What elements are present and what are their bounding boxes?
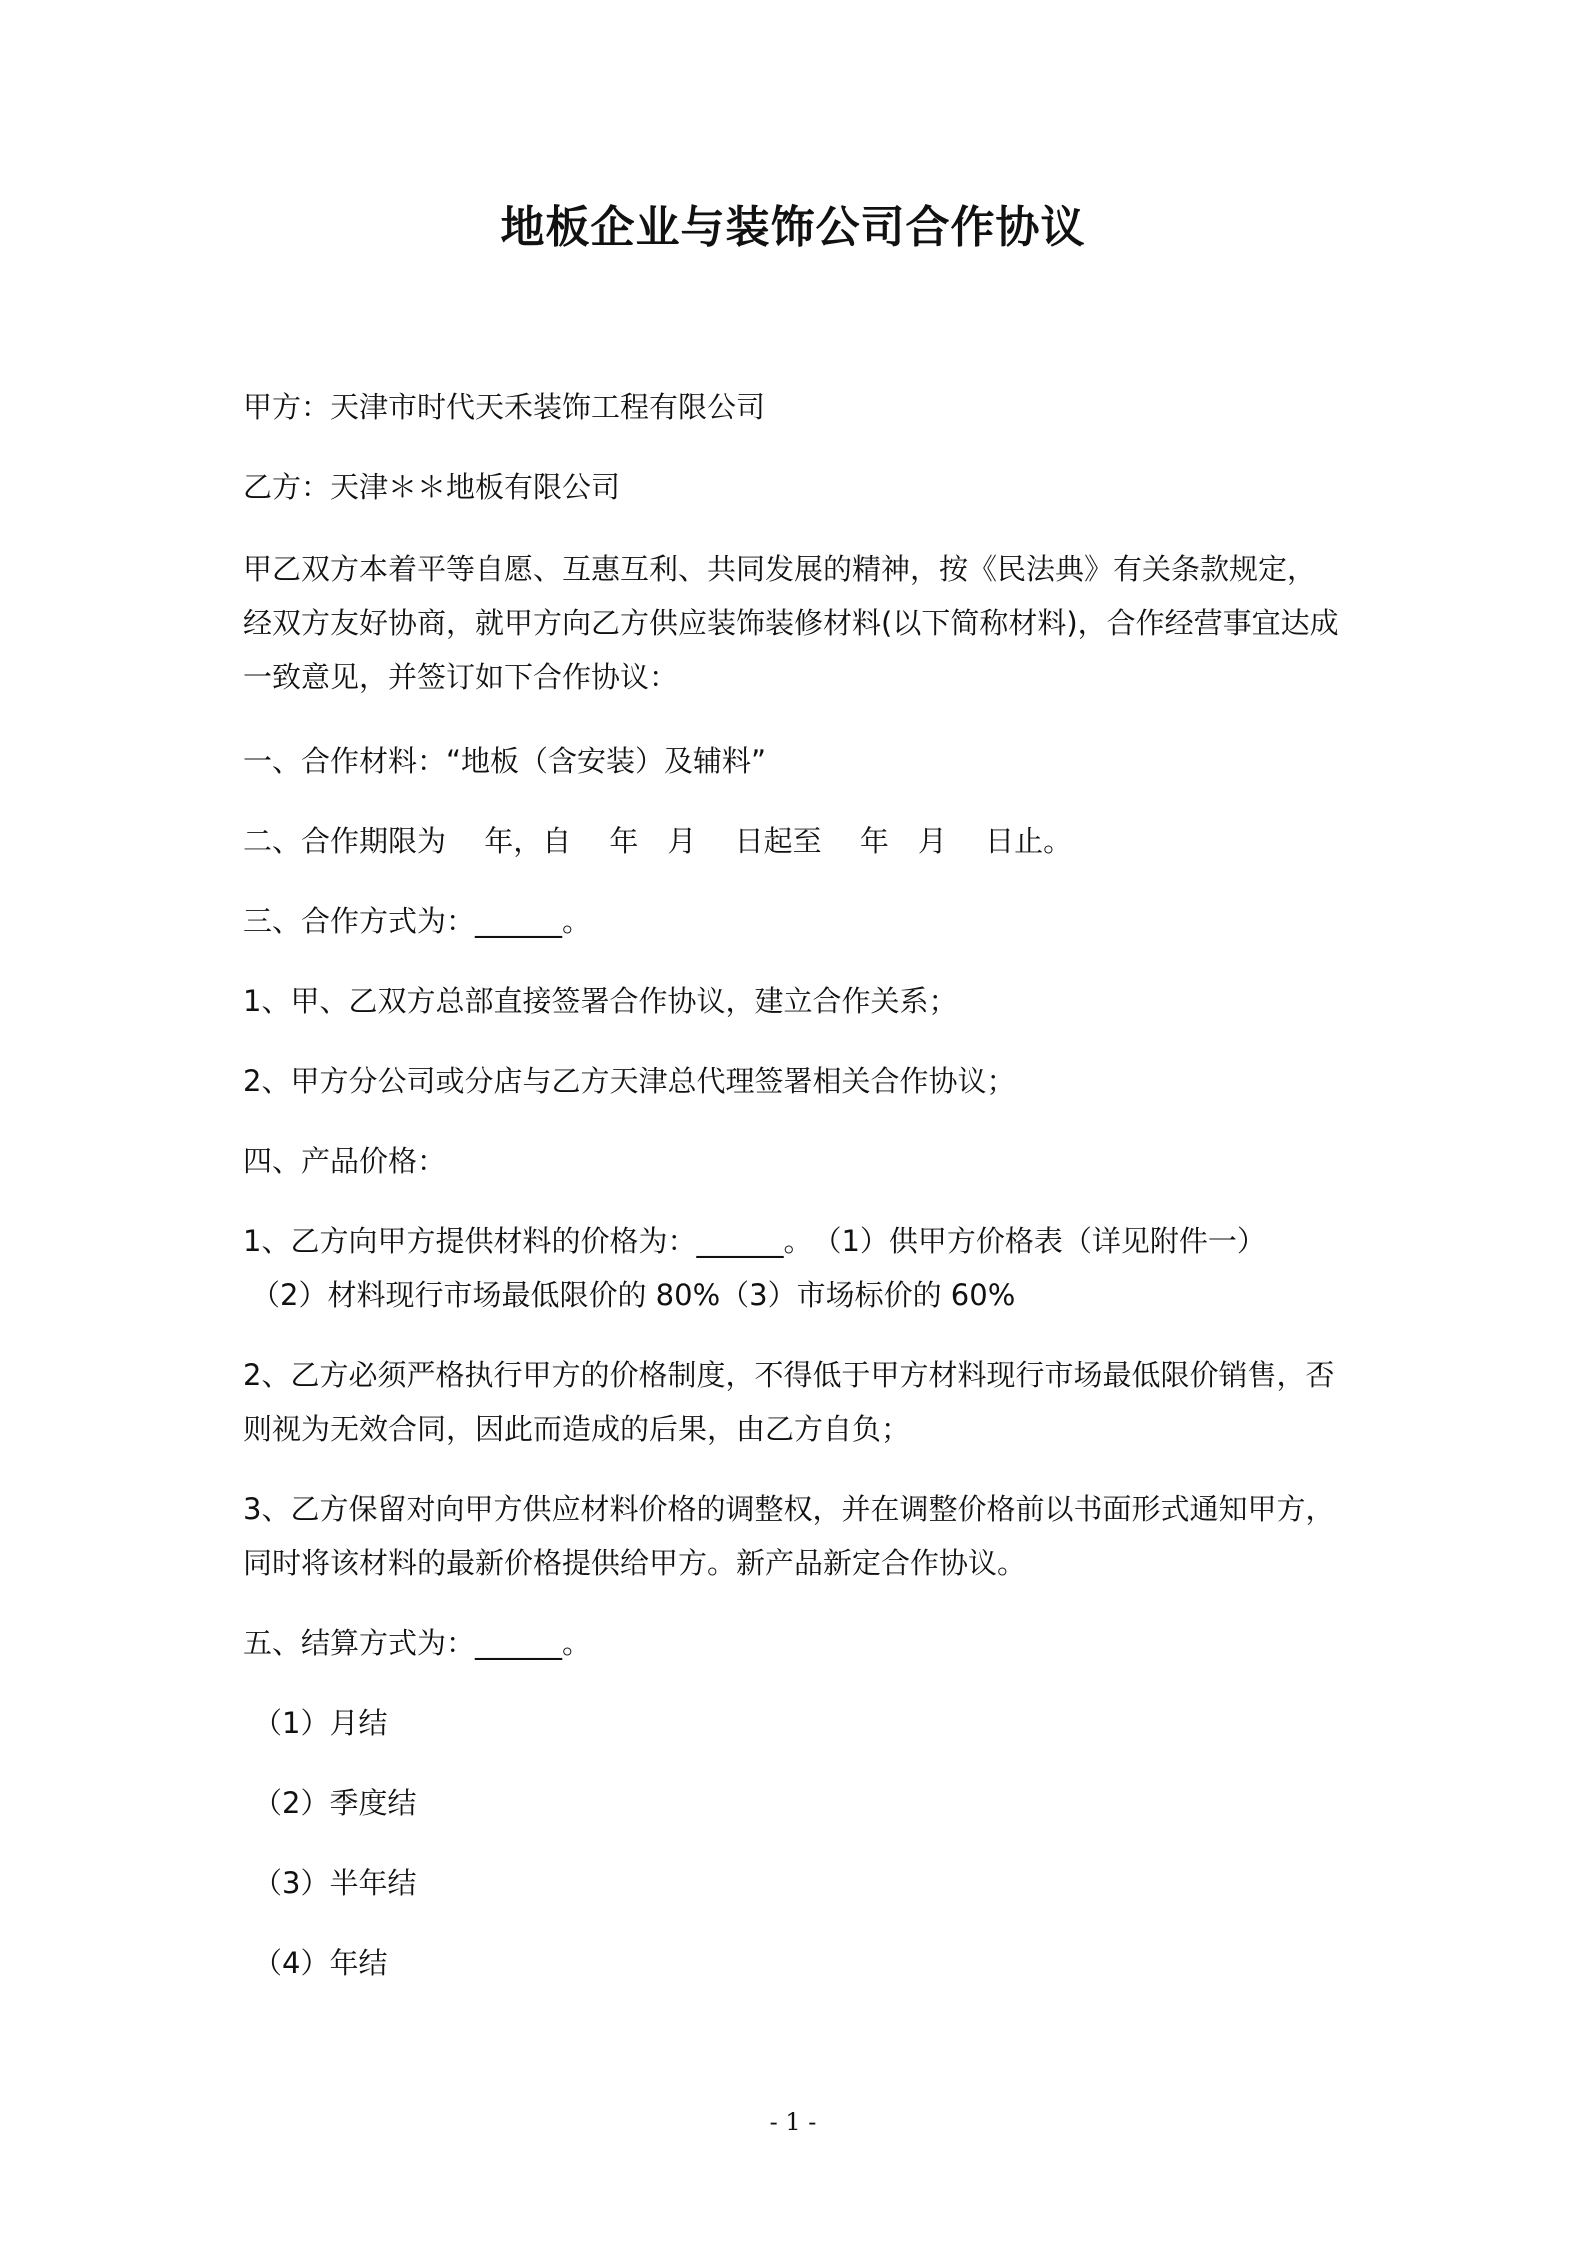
settlement-option-yearly: （4）年结 xyxy=(253,1946,388,1980)
section-4-item-2-line: 则视为无效合同，因此而造成的后果，由乙方自负； xyxy=(243,1412,911,1446)
section-4-item-3-line: 同时将该材料的最新价格提供给甲方。新产品新定合作协议。 xyxy=(243,1546,1027,1580)
section-3-item-2: 2、甲方分公司或分店与乙方天津总代理签署相关合作协议； xyxy=(243,1064,1016,1098)
section-4-item-1 xyxy=(243,1214,1363,1322)
section-1-materials: 一、合作材料：“地板（含安装）及辅料” xyxy=(243,744,767,778)
intro-line: 甲乙双方本着平等自愿、互惠互利、共同发展的精神，按《民法典》有关条款规定， xyxy=(243,552,1317,586)
section-4-item-2-line: 2、乙方必须严格执行甲方的价格制度，不得低于甲方材料现行市场最低限价销售，否 xyxy=(243,1358,1335,1392)
settlement-option-monthly: （1）月结 xyxy=(253,1706,388,1740)
intro-line: 一致意见，并签订如下合作协议： xyxy=(243,660,679,694)
party-b: 乙方：天津＊＊地板有限公司 xyxy=(243,470,621,504)
section-4-item-1-line: （2）材料现行市场最低限价的 80%（3）市场标价的 60% xyxy=(251,1278,1016,1312)
section-4-price: 四、产品价格： xyxy=(243,1144,447,1178)
section-3-item-1: 1、甲、乙双方总部直接签署合作协议，建立合作关系； xyxy=(243,984,958,1018)
document-title: 地板企业与装饰公司合作协议 xyxy=(500,202,1086,253)
party-a: 甲方：天津市时代天禾装饰工程有限公司 xyxy=(243,390,766,424)
intro-paragraph xyxy=(243,542,1363,704)
section-3-cooperation-mode: 三、合作方式为：______。 xyxy=(243,904,592,938)
section-4-item-3-line: 3、乙方保留对向甲方供应材料价格的调整权，并在调整价格前以书面形式通知甲方， xyxy=(243,1492,1335,1526)
section-4-item-3 xyxy=(243,1482,1363,1590)
page-number: - 1 - xyxy=(769,2108,817,2136)
section-4-item-1-line: 1、乙方向甲方提供材料的价格为：______。 （1）供甲方价格表（详见附件一） xyxy=(243,1224,1266,1258)
settlement-option-quarterly: （2）季度结 xyxy=(253,1786,417,1820)
section-2-term: 二、合作期限为 年，自 年 月 日起至 年 月 日止。 xyxy=(243,824,1073,858)
intro-line: 经双方友好协商，就甲方向乙方供应装饰装修材料(以下简称材料)，合作经营事宜达成 xyxy=(243,606,1339,640)
settlement-option-half-year: （3）半年结 xyxy=(253,1866,417,1900)
section-5-settlement: 五、结算方式为：______。 xyxy=(243,1626,592,1660)
section-4-item-2 xyxy=(243,1348,1363,1456)
